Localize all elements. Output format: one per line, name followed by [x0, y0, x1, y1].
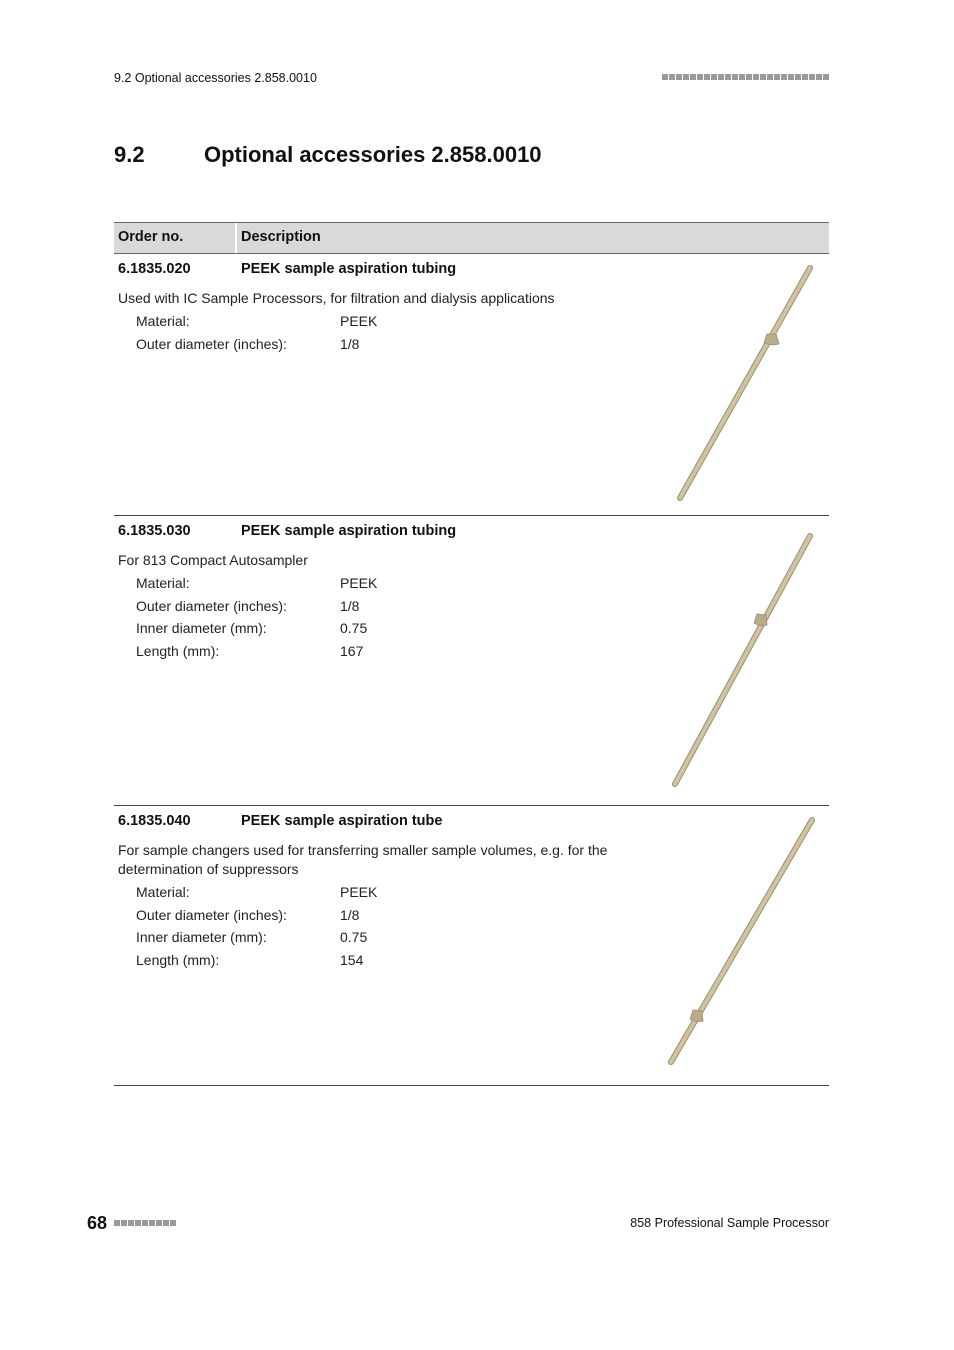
table-header — [114, 222, 829, 254]
spec-row — [136, 884, 436, 907]
item-title: PEEK sample aspiration tubing — [241, 261, 457, 277]
spec-value: 1/8 — [340, 906, 360, 923]
tubing-photo — [659, 264, 829, 509]
order-number: 6.1835.040 — [118, 813, 191, 829]
spec-row — [136, 598, 436, 621]
spec-list — [136, 575, 436, 665]
section-number: 9.2 — [114, 142, 145, 167]
item-description: Used with IC Sample Processors, for filtration and dialysis applications — [118, 290, 555, 306]
item-title: PEEK sample aspiration tube — [241, 813, 443, 829]
spec-row — [136, 907, 436, 930]
spec-value: PEEK — [340, 884, 378, 900]
spec-label: Inner diameter (mm): — [136, 929, 267, 945]
spec-list — [136, 313, 436, 358]
spec-value: 1/8 — [340, 597, 360, 614]
section-title: Optional accessories 2.858.0010 — [204, 142, 542, 167]
order-number: 6.1835.020 — [118, 261, 191, 277]
tubing-photo — [659, 526, 829, 796]
spec-value: 154 — [340, 951, 364, 968]
spec-value: 167 — [340, 642, 364, 659]
spec-value: 0.75 — [340, 620, 368, 636]
spec-label: Outer diameter (inches): — [136, 335, 287, 352]
item-description: For sample changers used for transferring smaller sample volumes, e.g. for the determination of suppressors — [118, 842, 608, 877]
spec-value: 0.75 — [340, 929, 368, 945]
spec-label: Outer diameter (inches): — [136, 597, 287, 614]
column-header-order-no: Order no. — [118, 229, 184, 245]
spec-row — [136, 336, 436, 359]
column-header-description: Description — [241, 229, 321, 245]
spec-label: Inner diameter (mm): — [136, 620, 267, 636]
spec-label: Length (mm): — [136, 642, 220, 659]
footer-product-name: 858 Professional Sample Processor — [630, 1216, 829, 1230]
spec-list — [136, 884, 436, 974]
spec-row — [136, 620, 436, 643]
order-number: 6.1835.030 — [118, 523, 191, 539]
spec-row — [136, 313, 436, 336]
footer-marker-squares — [114, 1220, 176, 1226]
tube-photo — [659, 814, 829, 1074]
spec-row — [136, 929, 436, 952]
item-title: PEEK sample aspiration tubing — [241, 523, 457, 539]
spec-label: Outer diameter (inches): — [136, 906, 287, 923]
spec-row — [136, 952, 436, 975]
table-row — [114, 806, 829, 1086]
spec-value: 1/8 — [340, 335, 360, 352]
spec-label: Material: — [136, 575, 190, 591]
table-row — [114, 254, 829, 516]
table-row — [114, 516, 829, 806]
spec-row — [136, 575, 436, 598]
column-divider — [235, 223, 237, 253]
spec-label: Material: — [136, 884, 190, 900]
accessories-table — [114, 222, 829, 1086]
item-description: For 813 Compact Autosampler — [118, 552, 308, 568]
spec-value: PEEK — [340, 575, 378, 591]
header-marker-squares — [662, 74, 829, 80]
spec-value: PEEK — [340, 313, 378, 329]
spec-row — [136, 643, 436, 666]
running-title: 9.2 Optional accessories 2.858.0010 — [114, 71, 317, 85]
page-number: 68 — [87, 1213, 108, 1233]
running-header — [114, 71, 829, 89]
spec-label: Length (mm): — [136, 951, 220, 968]
spec-label: Material: — [136, 313, 190, 329]
